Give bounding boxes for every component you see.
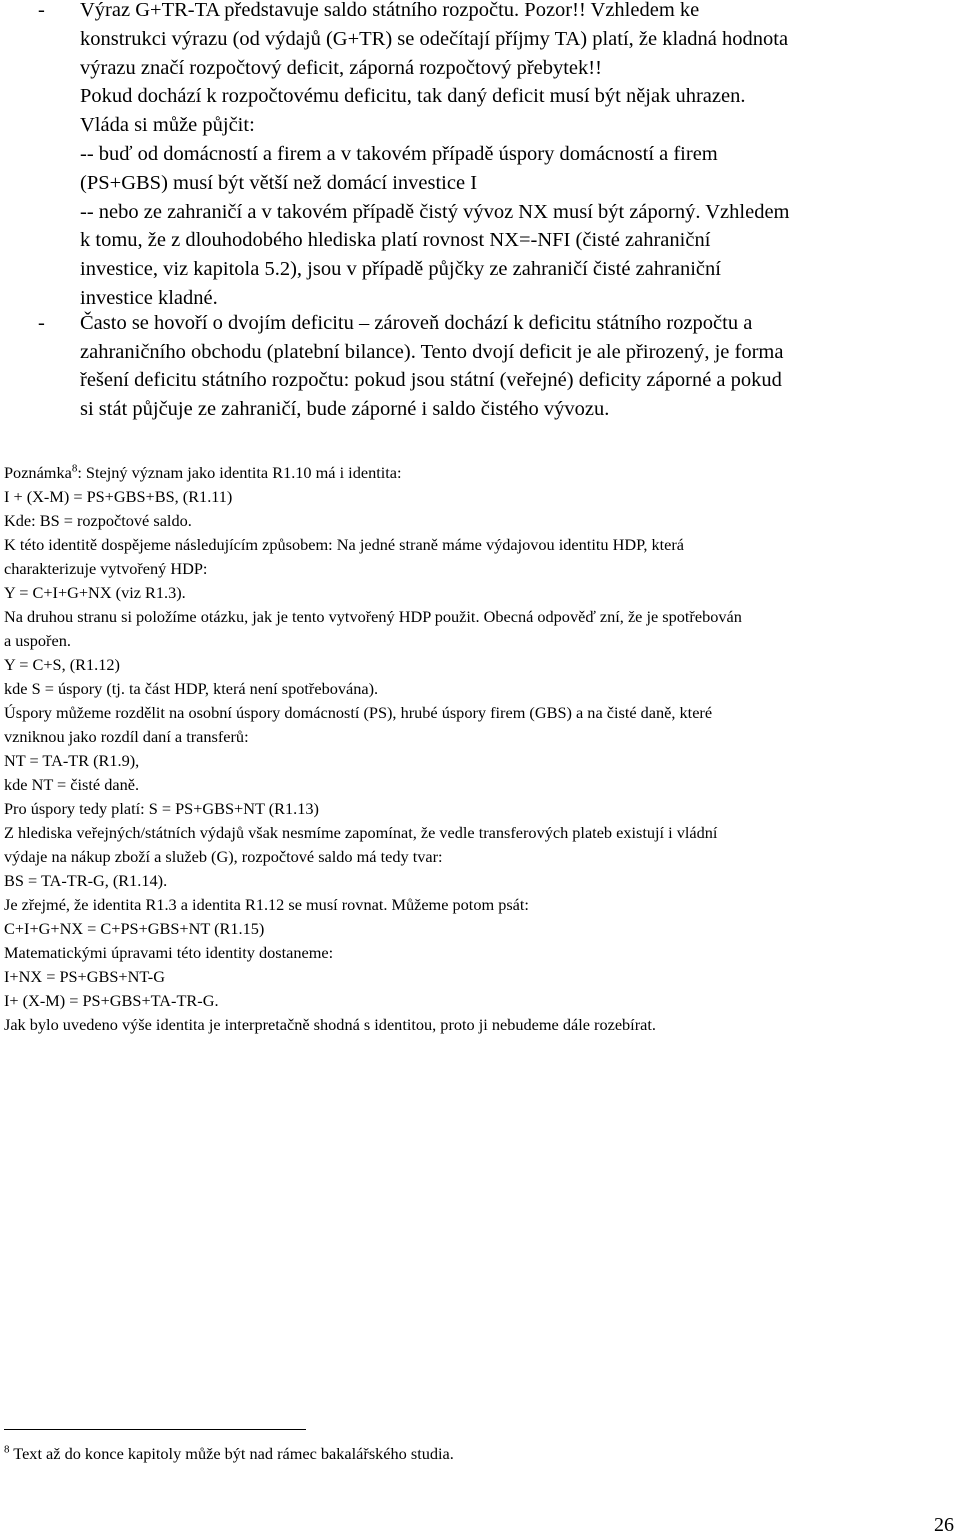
bullet-line: výrazu značí rozpočtový deficit, záporná rozpočtový přebytek!! (80, 56, 602, 79)
note-line: Pro úspory tedy platí: S = PS+GBS+NT (R1.13) (4, 799, 319, 818)
footnote-reference: 8 (71, 462, 78, 475)
footnote-separator (4, 1429, 306, 1430)
note-section (4, 461, 959, 1037)
bullet-line: -- nebo ze zahraničí a v takovém případě čistý vývoz NX musí být záporný. Vzhledem (80, 200, 790, 223)
page-number: 26 (934, 1514, 954, 1536)
note-line: Y = C+S, (R1.12) (4, 655, 120, 674)
bullet-line: -- buď od domácností a firem a v takovém případě úspory domácností a firem (80, 142, 718, 165)
bullet-marker: - (38, 311, 45, 334)
bullet-line: investice kladné. (80, 286, 218, 309)
bullet-line: Pokud dochází k rozpočtovému deficitu, tak daný deficit musí být nějak uhrazen. (80, 85, 746, 108)
note-label: Poznámka (4, 463, 72, 482)
footnote-text: Text až do konce kapitoly může být nad rámec bakalářského studia. (9, 1444, 454, 1463)
note-heading (4, 461, 959, 485)
bullet-line: Výraz G+TR-TA představuje saldo státního rozpočtu. Pozor!! Vzhledem ke (80, 0, 700, 21)
bullet-line: k tomu, že z dlouhodobého hlediska platí rovnost NX=-NFI (čisté zahraniční (80, 229, 711, 252)
note-line: Y = C+I+G+NX (viz R1.3). (4, 583, 186, 602)
bullet-line: si stát půjčuje ze zahraničí, bude záporné i saldo čistého vývozu. (80, 398, 610, 421)
note-line: Je zřejmé, že identita R1.3 a identita R1.12 se musí rovnat. Můžeme potom psát: (4, 895, 529, 914)
note-line: I+ (X-M) = PS+GBS+TA-TR-G. (4, 991, 219, 1010)
bullet-marker: - (38, 0, 45, 21)
footnote-number: 8 (4, 1443, 10, 1456)
note-line: vzniknou jako rozdíl daní a transferů: (4, 727, 249, 746)
bullet-line: zahraničního obchodu (platební bilance). Tento dvojí deficit je ale přirozený, je forma (80, 340, 784, 363)
bullet-line: řešení deficitu státního rozpočtu: pokud jsou státní (veřejné) deficity záporné a pokud (80, 369, 782, 392)
note-line: BS = TA-TR-G, (R1.14). (4, 871, 168, 890)
note-line: I + (X-M) = PS+GBS+BS, (R1.11) (4, 487, 233, 506)
bullet-line: (PS+GBS) musí být větší než domácí investice I (80, 171, 478, 194)
note-line: K této identitě dospějeme následujícím způsobem: Na jedné straně máme výdajovou identitu HDP, která (4, 535, 685, 554)
note-line: a uspořen. (4, 631, 71, 650)
note-line: Úspory můžeme rozdělit na osobní úspory domácností (PS), hrubé úspory firem (GBS) a na čisté daně, které (4, 703, 713, 722)
note-line: kde S = úspory (tj. ta část HDP, která není spotřebována). (4, 679, 379, 698)
note-line: C+I+G+NX = C+PS+GBS+NT (R1.15) (4, 919, 265, 938)
note-line: Z hlediska veřejných/státních výdajů však nesmíme zapomínat, že vedle transferových plateb existují i vládní (4, 823, 718, 842)
note-line: Jak bylo uvedeno výše identita je interpretačně shodná s identitou, proto ji nebudeme dále rozebírat. (4, 1015, 656, 1034)
bullet-item (0, 0, 960, 313)
bullet-item (0, 309, 960, 424)
note-line: Na druhou stranu si položíme otázku, jak je tento vytvořený HDP použit. Obecná odpověď zní, že je spotřebován (4, 607, 742, 626)
footnote (4, 1442, 454, 1466)
bullet-line: investice, viz kapitola 5.2), jsou v případě půjčky ze zahraničí čisté zahraniční (80, 258, 721, 281)
note-line: charakterizuje vytvořený HDP: (4, 559, 208, 578)
bullet-list (0, 0, 960, 428)
note-line: NT = TA-TR (R1.9), (4, 751, 140, 770)
note-line: Kde: BS = rozpočtové saldo. (4, 511, 192, 530)
note-line: I+NX = PS+GBS+NT-G (4, 967, 165, 986)
bullet-line: Často se hovoří o dvojím deficitu – zároveň dochází k deficitu státního rozpočtu a (80, 311, 753, 334)
bullet-line: Vláda si může půjčit: (80, 114, 255, 137)
note-heading-text: : Stejný význam jako identita R1.10 má i identita: (77, 463, 402, 482)
note-line: Matematickými úpravami této identity dostaneme: (4, 943, 334, 962)
note-line: výdaje na nákup zboží a služeb (G), rozpočtové saldo má tedy tvar: (4, 847, 443, 866)
bullet-line: konstrukci výrazu (od výdajů (G+TR) se odečítají příjmy TA) platí, že kladná hodnota (80, 27, 789, 50)
note-line: kde NT = čisté daně. (4, 775, 140, 794)
